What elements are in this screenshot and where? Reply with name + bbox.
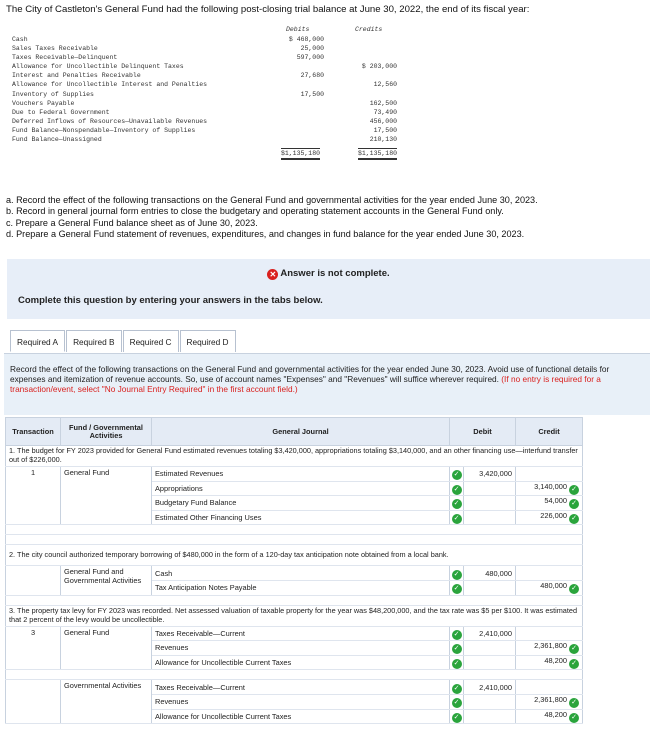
credit-input[interactable] xyxy=(516,655,583,670)
tab-required-b[interactable]: Required B xyxy=(66,330,122,352)
tb-account: Fund Balance—Nonspendable—Inventory of Supplies xyxy=(12,126,196,134)
credit-value: 480,000 xyxy=(540,581,567,591)
account-select[interactable]: Revenues xyxy=(152,694,450,709)
journal-entry-row xyxy=(6,566,583,581)
debit-input[interactable] xyxy=(464,580,516,595)
transaction-description: 2. The city council authorized temporary borrowing of $480,000 in the form of a 120-day tax anticipation note obtained from a local bank. xyxy=(6,545,583,566)
fund-select[interactable]: General Fund and Governmental Activities xyxy=(61,566,152,595)
col-debit: Debit xyxy=(450,418,516,446)
tb-account: Inventory of Supplies xyxy=(12,90,94,98)
tb-account: Due to Federal Government xyxy=(12,108,110,116)
trial-balance-row xyxy=(10,62,402,71)
credit-value: 3,140,000 xyxy=(534,481,567,491)
fund-select[interactable]: General Fund xyxy=(61,626,152,670)
requirement-d: d. Prepare a General Fund statement of revenues, expenditures, and changes in fund balance for the year ended June 30, 2023. xyxy=(6,229,525,240)
journal-table xyxy=(5,417,583,724)
correct-check-icon: ✓ xyxy=(569,644,579,654)
debits-header: Debits xyxy=(286,26,310,33)
answer-status xyxy=(7,268,650,280)
col-credit: Credit xyxy=(516,418,583,446)
debit-input[interactable] xyxy=(464,510,516,525)
col-general-journal: General Journal xyxy=(152,418,450,446)
col-transaction: Transaction xyxy=(6,418,61,446)
credit-input[interactable] xyxy=(516,626,583,641)
tb-account: Sales Taxes Receivable xyxy=(12,45,98,53)
debit-input[interactable] xyxy=(464,641,516,656)
account-select[interactable]: Revenues xyxy=(152,641,450,656)
credit-value: 54,000 xyxy=(544,496,567,506)
credits-header: Credits xyxy=(355,26,383,33)
tb-credit: 17,500 xyxy=(373,126,397,134)
debit-input[interactable] xyxy=(464,655,516,670)
correct-check-icon: ✓ xyxy=(569,584,579,594)
tb-account: Allowance for Uncollectible Delinquent Taxes xyxy=(12,63,184,71)
credit-value: 48,200 xyxy=(544,709,567,719)
tb-account: Cash xyxy=(12,36,28,43)
credit-input[interactable] xyxy=(516,709,583,724)
credit-value: 2,361,800 xyxy=(534,695,567,705)
account-select[interactable]: Estimated Revenues xyxy=(152,467,450,482)
spacer xyxy=(6,535,583,545)
tb-account: Vouchers Payable xyxy=(12,99,75,107)
correct-check-icon: ✓ xyxy=(452,644,462,654)
credit-value: 2,361,800 xyxy=(534,641,567,651)
spacer xyxy=(6,525,583,535)
correct-check-icon: ✓ xyxy=(452,630,462,640)
credit-value: 226,000 xyxy=(540,511,567,521)
trial-balance-row xyxy=(10,44,402,53)
debit-input[interactable]: 480,000 xyxy=(464,566,516,581)
tb-credit: 162,500 xyxy=(369,99,397,107)
tb-debit: 597,000 xyxy=(296,54,324,62)
spacer xyxy=(6,595,583,605)
credit-input[interactable] xyxy=(516,510,583,525)
credit-value: 48,200 xyxy=(544,656,567,666)
trial-balance-row xyxy=(10,99,402,108)
account-select[interactable]: Tax Anticipation Notes Payable xyxy=(152,580,450,595)
transaction-description-row xyxy=(6,545,583,566)
trial-balance xyxy=(10,26,402,159)
tb-debit: 17,500 xyxy=(300,90,324,98)
correct-check-icon: ✓ xyxy=(452,514,462,524)
tb-debit: 27,680 xyxy=(300,72,324,80)
col-fund: Fund / Governmental Activities xyxy=(61,418,152,446)
correct-check-icon: ✓ xyxy=(452,485,462,495)
transaction-description-row xyxy=(6,446,583,467)
complete-instruction: Complete this question by entering your answers in the tabs below. xyxy=(18,295,323,306)
credit-input[interactable] xyxy=(516,467,583,482)
correct-check-icon: ✓ xyxy=(452,499,462,509)
spacer xyxy=(6,670,583,680)
transaction-description: 1. The budget for FY 2023 provided for General Fund estimated revenues totaling $3,420,000, appropriations totaling $3,140,000, and an other financing use—interfund transfer out of $226,000. xyxy=(6,446,583,467)
total-credit: $1,135,180 xyxy=(358,148,397,160)
correct-check-icon: ✓ xyxy=(452,570,462,580)
tb-credit: 456,000 xyxy=(369,117,397,125)
error-x-icon: ✕ xyxy=(267,269,278,280)
requirements-list xyxy=(6,195,538,241)
account-select[interactable]: Allowance for Uncollectible Current Taxes xyxy=(152,655,450,670)
requirement-b: b. Record in general journal form entries to close the budgetary and operating statement accounts in the General Fund only. xyxy=(6,206,504,217)
trial-balance-row xyxy=(10,126,402,135)
tab-instructions xyxy=(4,353,650,415)
tb-credit: 12,560 xyxy=(373,81,397,89)
answer-status-text: Answer is not complete. xyxy=(280,268,390,279)
tb-account: Fund Balance—Unassigned xyxy=(12,136,102,144)
correct-check-icon: ✓ xyxy=(452,684,462,694)
account-select[interactable]: Allowance for Uncollectible Current Taxes xyxy=(152,709,450,724)
correct-check-icon: ✓ xyxy=(569,698,579,708)
tb-credit: 210,130 xyxy=(369,136,397,144)
account-select[interactable]: Budgetary Fund Balance xyxy=(152,496,450,511)
credit-input[interactable] xyxy=(516,580,583,595)
instructions-main: Record the effect of the following transactions on the General Fund and governmental activities for the year ended June 30, 2023. Avoid use of functional details for expenses and itemization of revenue accounts. So, use of account names "Expenses" and "Revenues" will suffice wherever required. xyxy=(10,364,610,385)
answer-status-box xyxy=(7,259,650,319)
credit-input[interactable] xyxy=(516,566,583,581)
trial-balance-row xyxy=(10,53,402,62)
credit-input[interactable] xyxy=(516,496,583,511)
account-select[interactable]: Appropriations xyxy=(152,481,450,496)
correct-check-icon: ✓ xyxy=(452,470,462,480)
debit-input[interactable] xyxy=(464,481,516,496)
correct-check-icon: ✓ xyxy=(452,713,462,723)
fund-select[interactable]: Governmental Activities xyxy=(61,680,152,724)
requirement-a: a. Record the effect of the following transactions on the General Fund and governmental activities for the year ended June 30, 2023. xyxy=(6,195,538,205)
account-select[interactable]: Estimated Other Financing Uses xyxy=(152,510,450,525)
trial-balance-row xyxy=(10,135,402,144)
requirement-c: c. Prepare a General Fund balance sheet as of June 30, 2023. xyxy=(6,217,258,228)
journal-entry-row xyxy=(6,680,583,695)
correct-check-icon: ✓ xyxy=(569,485,579,495)
fund-select[interactable]: General Fund xyxy=(61,467,152,525)
trial-balance-row xyxy=(10,71,402,80)
transaction-number: 3 xyxy=(6,626,61,670)
account-select[interactable]: Taxes Receivable—Current xyxy=(152,680,450,695)
credit-input[interactable] xyxy=(516,641,583,656)
tb-account: Deferred Inflows of Resources—Unavailable Revenues xyxy=(12,117,208,125)
trial-balance-row xyxy=(10,80,402,89)
tb-credit: $ 203,000 xyxy=(361,63,397,71)
debit-input[interactable]: 2,410,000 xyxy=(464,626,516,641)
transaction-number xyxy=(6,566,61,595)
transaction-description-row xyxy=(6,605,583,626)
problem-intro: The City of Castleton's General Fund had the following post-closing trial balance at June 30, 2022, the end of its fiscal year: xyxy=(6,4,530,15)
tb-account: Allowance for Uncollectible Interest and Penalties xyxy=(12,81,208,89)
credit-input[interactable] xyxy=(516,680,583,695)
journal-entry-row xyxy=(6,626,583,641)
tab-required-d[interactable]: Required D xyxy=(180,330,236,352)
account-select[interactable]: Cash xyxy=(152,566,450,581)
journal-entry-row xyxy=(6,467,583,482)
correct-check-icon: ✓ xyxy=(569,514,579,524)
correct-check-icon: ✓ xyxy=(569,713,579,723)
total-debit: $1,135,180 xyxy=(281,148,320,160)
debit-input[interactable] xyxy=(464,496,516,511)
trial-balance-row xyxy=(10,35,402,44)
transaction-number: 1 xyxy=(6,467,61,525)
trial-balance-row xyxy=(10,90,402,99)
correct-check-icon: ✓ xyxy=(452,698,462,708)
credit-input[interactable] xyxy=(516,694,583,709)
debit-input[interactable]: 2,410,000 xyxy=(464,680,516,695)
tab-required-a[interactable]: Required A xyxy=(10,330,65,352)
debit-input[interactable] xyxy=(464,694,516,709)
debit-input[interactable] xyxy=(464,709,516,724)
instructions-note: (If no entry is required for a transaction/event, select "No Journal Entry Required" in the first account field.) xyxy=(10,374,601,395)
account-select[interactable]: Taxes Receivable—Current xyxy=(152,626,450,641)
transaction-description: 3. The property tax levy for FY 2023 was recorded. Net assessed valuation of taxable property for the year was $48,200,000, and the tax rate was $5 per $100. It was estimated that 2 percent of the levy would be uncollectible. xyxy=(6,605,583,626)
tb-debit: 25,000 xyxy=(300,45,324,53)
transaction-number xyxy=(6,680,61,724)
correct-check-icon: ✓ xyxy=(569,499,579,509)
trial-balance-row xyxy=(10,108,402,117)
trial-balance-row xyxy=(10,117,402,126)
correct-check-icon: ✓ xyxy=(452,584,462,594)
tb-account: Interest and Penalties Receivable xyxy=(12,72,141,80)
correct-check-icon: ✓ xyxy=(452,659,462,669)
tb-credit: 73,490 xyxy=(373,108,397,116)
tb-debit: $ 468,000 xyxy=(288,36,324,43)
credit-input[interactable] xyxy=(516,481,583,496)
correct-check-icon: ✓ xyxy=(569,659,579,669)
tb-account: Taxes Receivable—Delinquent xyxy=(12,54,118,62)
tab-required-c[interactable]: Required C xyxy=(123,330,179,352)
debit-input[interactable]: 3,420,000 xyxy=(464,467,516,482)
requirement-tabs xyxy=(10,330,237,352)
